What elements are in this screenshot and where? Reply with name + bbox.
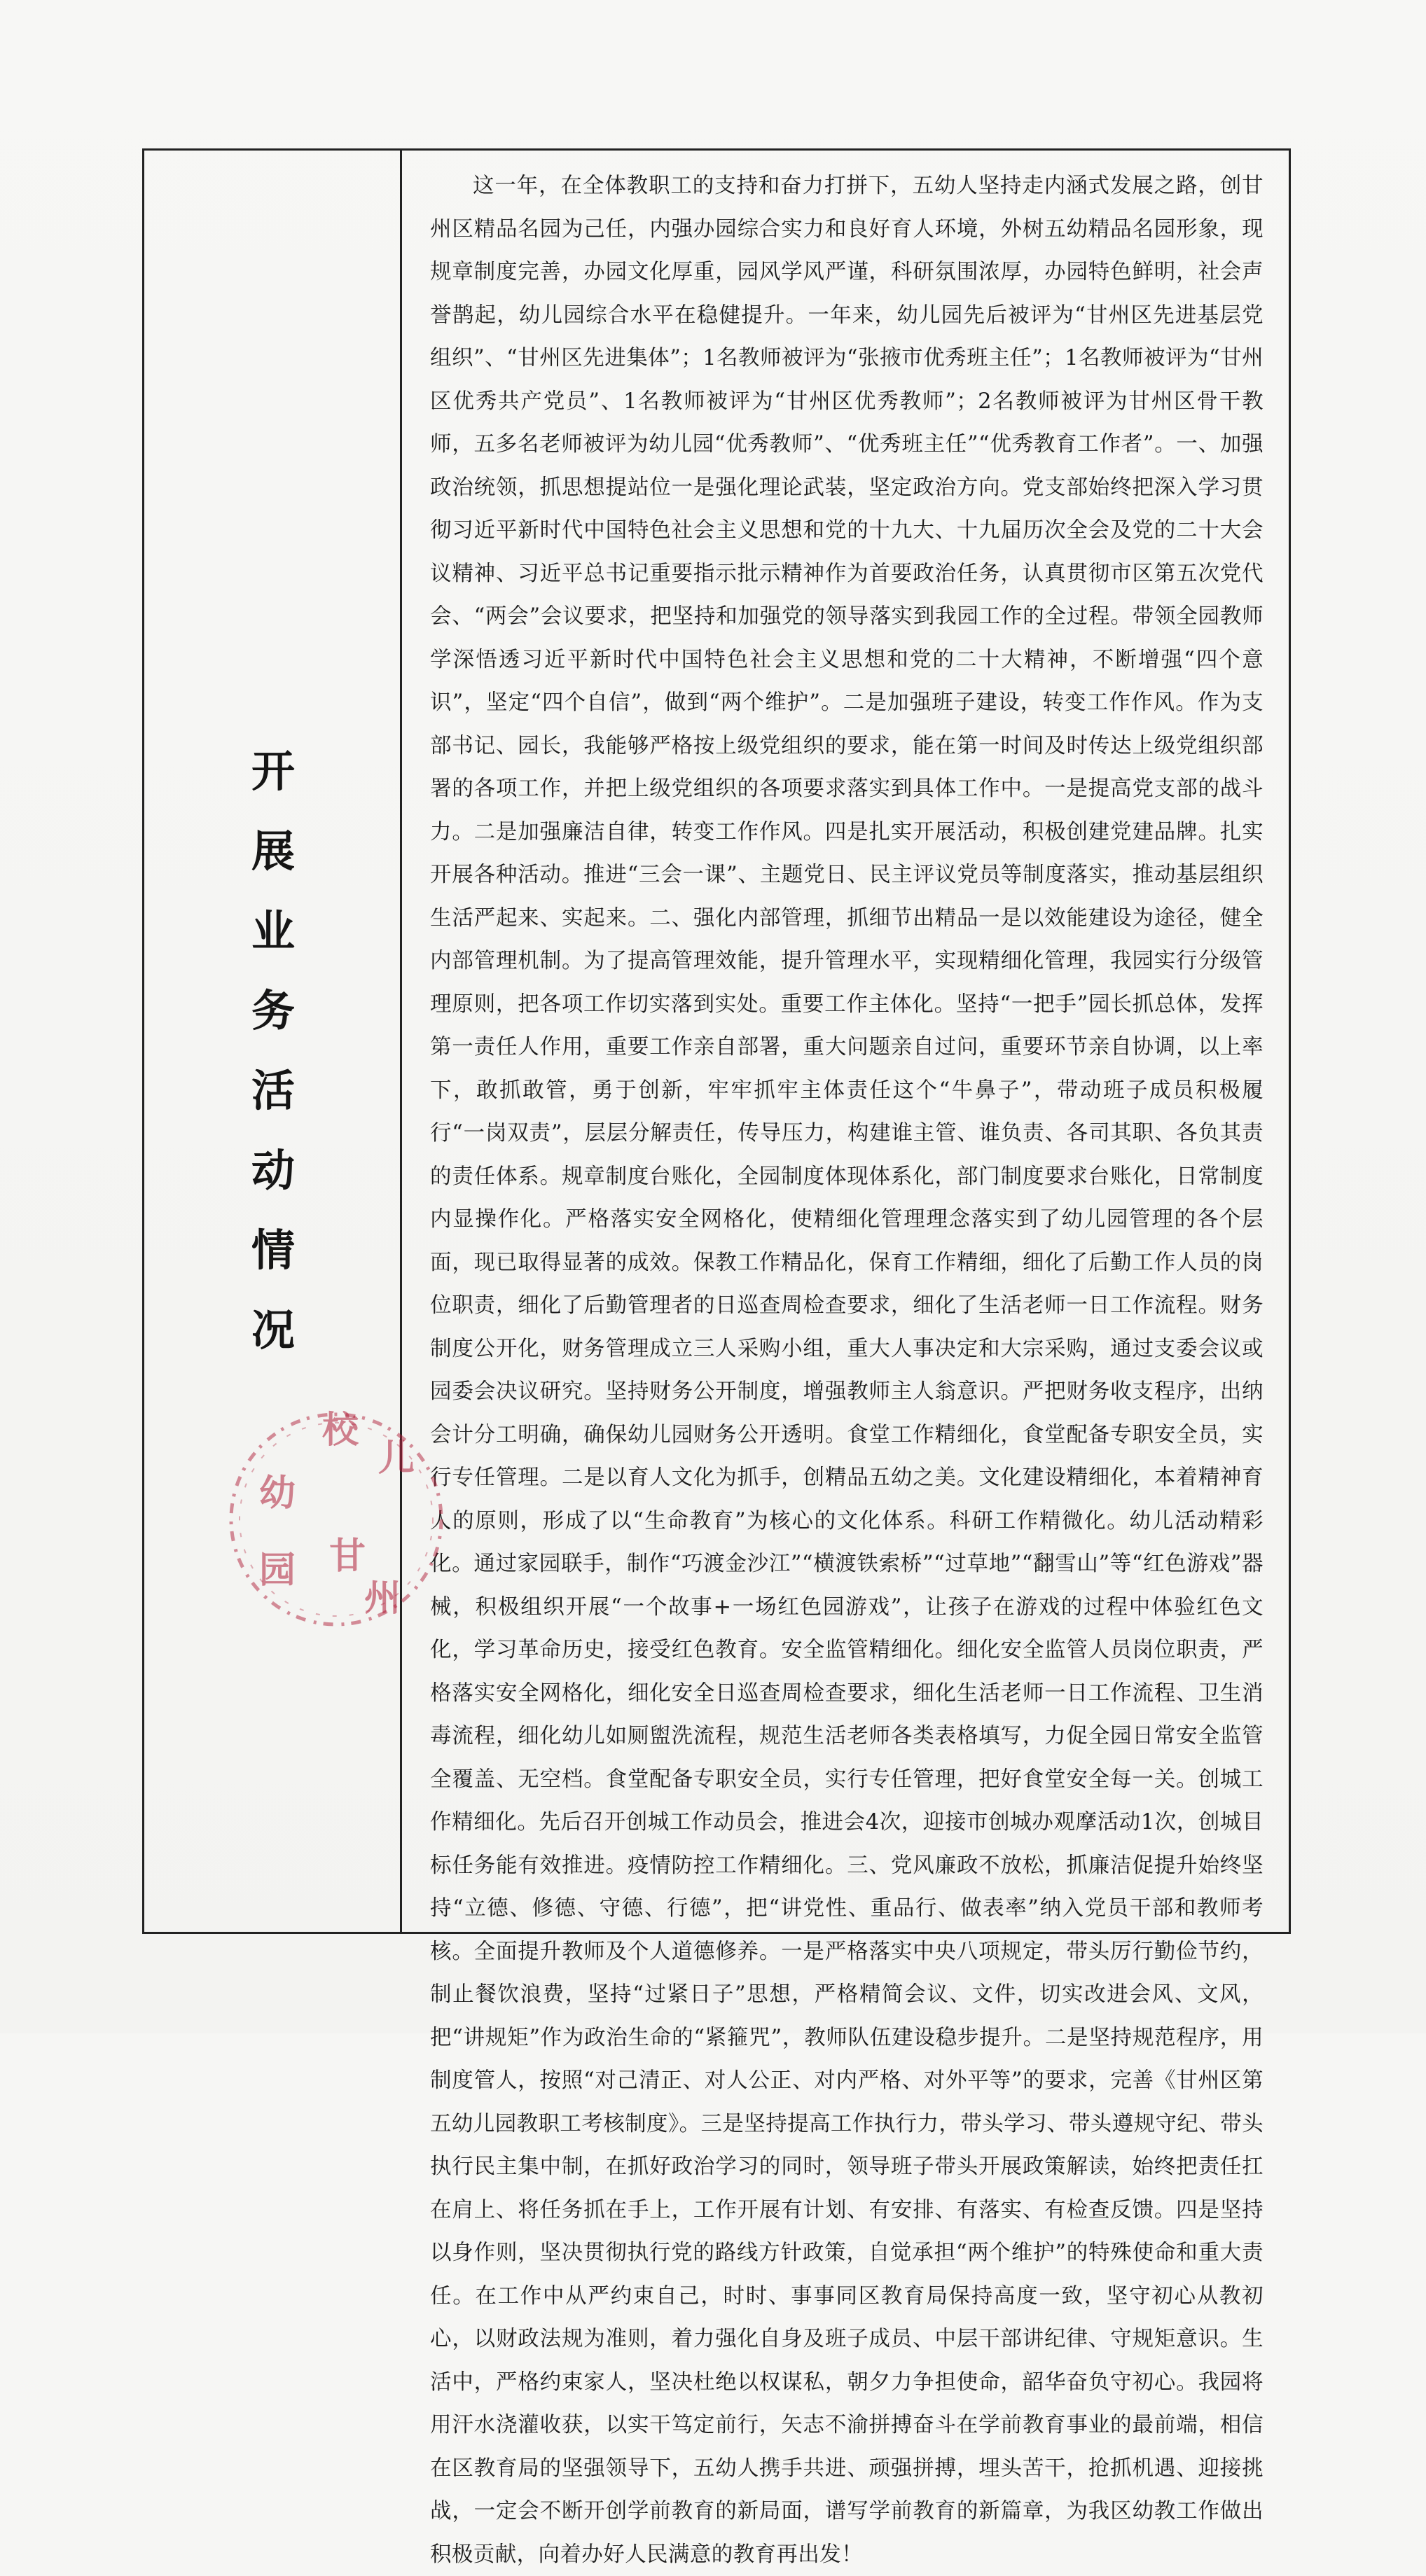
section-label-char: 务 — [251, 985, 295, 1036]
svg-text:甘: 甘 — [329, 1535, 366, 1578]
section-label-char: 情 — [251, 1225, 295, 1276]
section-label-char: 况 — [251, 1304, 295, 1356]
section-label-cell — [144, 151, 402, 1932]
section-label-char: 开 — [251, 746, 295, 797]
section-label-char: 活 — [251, 1065, 295, 1116]
svg-text:园: 园 — [259, 1549, 296, 1592]
svg-text:幼: 幼 — [259, 1472, 296, 1515]
section-label — [144, 732, 402, 1370]
section-label-char: 业 — [251, 905, 295, 956]
activity-report-paragraph: 这一年，在全体教职工的支持和奋力打拼下，五幼人坚持走内涵式发展之路，创甘州区精品名园为己任，内强办园综合实力和良好育人环境，外树五幼精品名园形象，现规章制度完善，办园文化厚重，园风学风严谨，科研氛围浓厚，办园特色鲜明，社会声誉鹊起，幼儿园综合水平在稳健提升。一年来，幼儿园先后被评为“甘州区先进基层党组织”、“甘州区先进集体”；1名教师被评为“张掖市优秀班主任”；1名教师被评为“甘州区优秀共产党员”、1名教师被评为“甘州区优秀教师”；2名教师被评为甘州区骨干教师，五多名老师被评为幼儿园“优秀教师”、“优秀班主任”“优秀教育工作者”。一、加强政治统领，抓思想提站位一是强化理论武装，坚定政治方向。党支部始终把深入学习贯彻习近平新时代中国特色社会主义思想和党的十九大、十九届历次全会及党的二十大会议精神、习近平总书记重要指示批示精神作为首要政治任务，认真贯彻市区第五次党代会、“两会”会议要求，把坚持和加强党的领导落实到我园工作的全过程。带领全园教师学深悟透习近平新时代中国特色社会主义思想和党的二十大精神，不断增强“四个意识”，坚定“四个自信”，做到“两个维护”。二是加强班子建设，转变工作作风。作为支部书记、园长，我能够严格按上级党组织的要求，能在第一时间及时传达上级党组织部署的各项工作，并把上级党组织的各项要求落实到具体工作中。一是提高党支部的战斗力。二是加强廉洁自律，转变工作作风。四是扎实开展活动，积极创建党建品牌。扎实开展各种活动。推进“三会一课”、主题党日、民主评议党员等制度落实，推动基层组织生活严起来、实起来。二、强化内部管理，抓细节出精品一是以效能建设为途径，健全内部管理机制。为了提高管理效能，提升管理水平，实现精细化管理，我园实行分级管理原则，把各项工作切实落到实处。重要工作主体化。坚持“一把手”园长抓总体，发挥第一责任人作用，重要工作亲自部署，重大问题亲自过问，重要环节亲自协调，以上率下，敢抓敢管，勇于创新，牢牢抓牢主体责任这个“牛鼻子”，带动班子成员积极履行“一岗双责”，层层分解责任，传导压力，构建谁主管、谁负责、各司其职、各负其责的责任体系。规章制度台账化，全园制度体现体系化，部门制度要求台账化，日常制度内显操作化。严格落实安全网格化，使精细化管理理念落实到了幼儿园管理的各个层面，现已取得显著的成效。保教工作精品化，保育工作精细，细化了后勤工作人员的岗位职责，细化了后勤管理者的日巡查周检查要求，细化了生活老师一日工作流程。财务制度公开化，财务管理成立三人采购小组，重大人事决定和大宗采购，通过支委会议或园委会决议研究。坚持财务公开制度，增强教师主人翁意识。严把财务收支程序，出纳会计分工明确，确保幼儿园财务公开透明。食堂工作精细化，食堂配备专职安全员，实行专任管理。二是以育人文化为抓手，创精品五幼之美。文化建设精细化，本着精神育人的原则，形成了以“生命教育”为核心的文化体系。科研工作精微化。幼儿活动精彩化。通过家园联手，制作“巧渡金沙江”“横渡铁索桥”“过草地”“翻雪山”等“红色游戏”器械，积极组织开展“一个故事+一场红色园游戏”，让孩子在游戏的过程中体验红色文化，学习革命历史，接受红色教育。安全监管精细化。细化安全监管人员岗位职责，严格落实安全网格化，细化安全日巡查周检查要求，细化生活老师一日工作流程、卫生消毒流程，细化幼儿如厕盥洗流程，规范生活老师各类表格填写，力促全园日常安全监管全覆盖、无空档。食堂配备专职安全员，实行专任管理，把好食堂安全每一关。创城工作精细化。先后召开创城工作动员会，推进会4次，迎接市创城办观摩活动1次，创城目标任务能有效推进。疫情防控工作精细化。三、党风廉政不放松，抓廉洁促提升始终坚持“立德、修德、守德、行德”，把“讲党性、重品行、做表率”纳入党员干部和教师考核。全面提升教师及个人道德修养。一是严格落实中央八项规定，带头厉行勤俭节约，制止餐饮浪费，坚持“过紧日子”思想，严格精简会议、文件，切实改进会风、文风，把“讲规矩”作为政治生命的“紧箍咒”，教师队伍建设稳步提升。二是坚持规范程序，用制度管人，按照“对己清正、对人公正、对内严格、对外平等”的要求，完善《甘州区第五幼儿园教职工考核制度》。三是坚持提高工作执行力，带头学习、带头遵规守纪、带头执行民主集中制，在抓好政治学习的同时，领导班子带头开展政策解读，始终把责任扛在肩上、将任务抓在手上，工作开展有计划、有安排、有落实、有检查反馈。四是坚持以身作则，坚决贯彻执行党的路线方针政策，自觉承担“两个维护”的特殊使命和重大责任。在工作中从严约束自己，时时、事事同区教育局保持高度一致，坚守初心从教初心，以财政法规为准则，着力强化自身及班子成员、中层干部讲纪律、守规矩意识。生活中，严格约束家人，坚决杜绝以权谋私，朝夕力争担使命，韶华奋负守初心。我园将用汗水浇灌收获，以实干笃定前行，矢志不渝拼搏奋斗在学前教育事业的最前端，相信在区教育局的坚强领导下，五幼人携手共进、顽强拼搏，埋头苦干，抢抓机遇、迎接挑战，一定会不断开创学前教育的新局面，谱写学前教育的新篇章，为我区幼教工作做出积极贡献，向着办好人民满意的教育再出发！ — [430, 174, 1264, 2567]
svg-text:儿: 儿 — [378, 1437, 415, 1480]
report-form-table — [142, 148, 1291, 2567]
section-label-char: 动 — [251, 1145, 295, 1196]
section-label-char: 展 — [251, 826, 295, 877]
svg-text:校: 校 — [322, 1409, 359, 1451]
svg-text:州: 州 — [364, 1577, 401, 1620]
content-cell — [402, 151, 1289, 2567]
